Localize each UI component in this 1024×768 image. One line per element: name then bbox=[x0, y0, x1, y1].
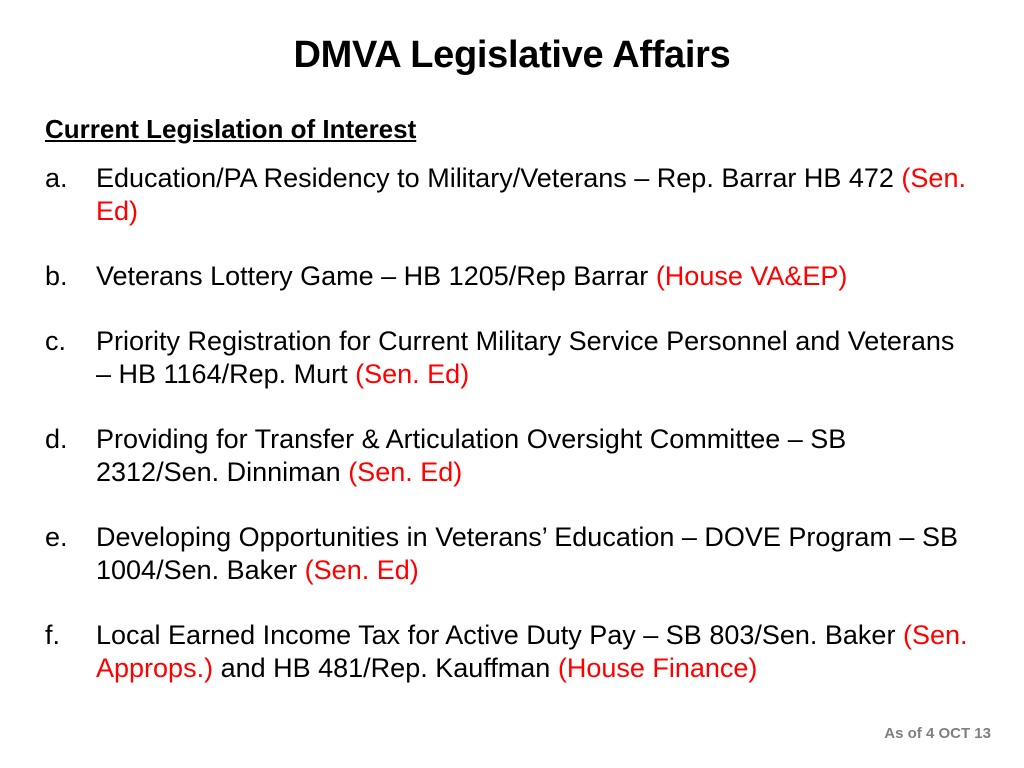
item-text: Priority Registration for Current Military Service Personnel and Veterans – HB 1164/Rep. Murt bbox=[96, 326, 955, 389]
item-marker: a. bbox=[45, 163, 68, 193]
committee-label: (House Finance) bbox=[557, 653, 758, 683]
item-marker: e. bbox=[45, 522, 68, 552]
item-text: Local Earned Income Tax for Active Duty Pay – SB 803/Sen. Baker bbox=[96, 620, 896, 650]
item-marker: c. bbox=[45, 326, 67, 356]
committee-label: (House VA&EP) bbox=[655, 261, 848, 291]
list-item bbox=[45, 162, 975, 228]
committee-label: (Sen. Ed) bbox=[355, 359, 470, 389]
committee-label: (Sen. Ed) bbox=[348, 457, 463, 487]
list-item bbox=[45, 260, 975, 293]
item-marker: b. bbox=[45, 261, 68, 291]
committee-label: (Sen. Ed) bbox=[304, 555, 419, 585]
item-marker: d. bbox=[45, 424, 68, 454]
legislation-list bbox=[45, 162, 975, 717]
list-item bbox=[45, 619, 975, 685]
item-text: Veterans Lottery Game – HB 1205/Rep Barrar bbox=[96, 261, 649, 291]
committee-label: (Sen. Ed) bbox=[96, 163, 966, 226]
list-item bbox=[45, 423, 975, 489]
slide-title: DMVA Legislative Affairs bbox=[293, 34, 731, 76]
list-item bbox=[45, 325, 975, 391]
list-item bbox=[45, 521, 975, 587]
item-text-continued: and HB 481/Rep. Kauffman bbox=[220, 653, 551, 683]
item-text: Providing for Transfer & Articulation Oversight Committee – SB 2312/Sen. Dinniman bbox=[96, 424, 847, 487]
item-text: Education/PA Residency to Military/Veterans – Rep. Barrar HB 472 bbox=[96, 163, 894, 193]
item-marker: f. bbox=[45, 620, 61, 650]
item-text: Developing Opportunities in Veterans’ Education – DOVE Program – SB 1004/Sen. Baker bbox=[96, 522, 958, 585]
as-of-date: As of 4 OCT 13 bbox=[884, 725, 991, 742]
section-heading: Current Legislation of Interest bbox=[45, 114, 417, 144]
committee-label: (Sen. Approps.) bbox=[96, 620, 968, 683]
